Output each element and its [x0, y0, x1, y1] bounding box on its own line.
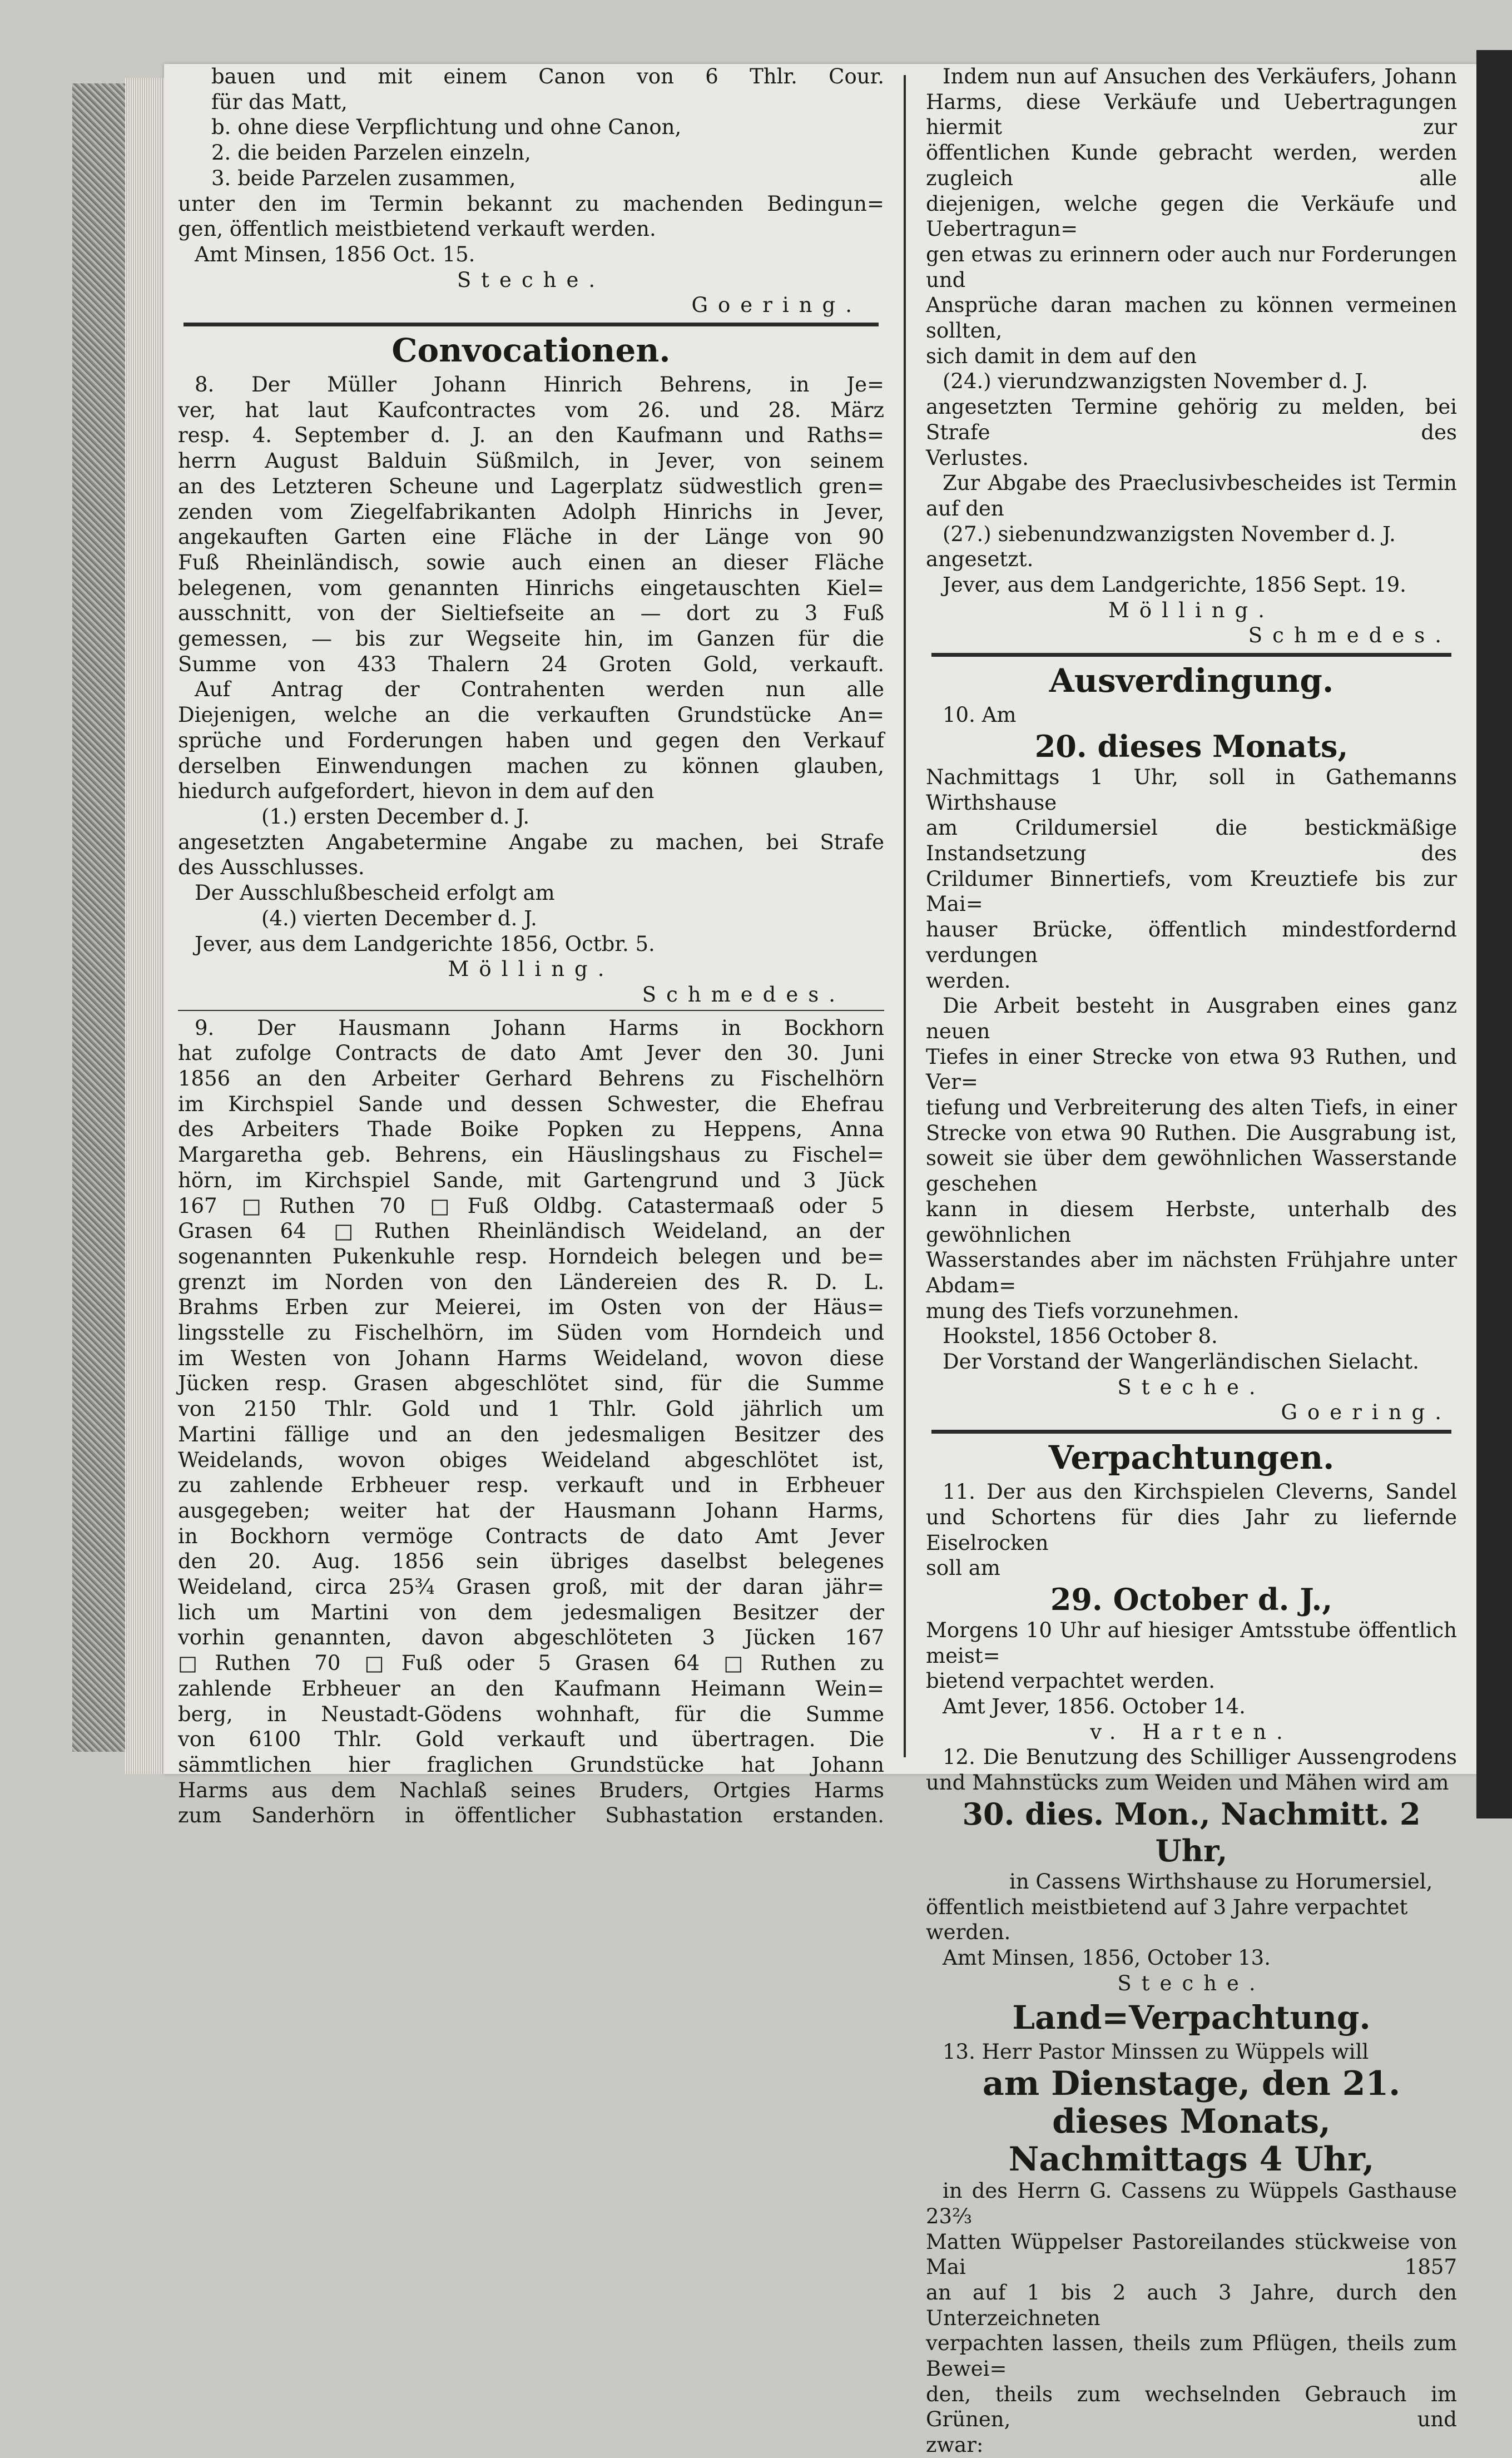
text-line: angesetzt.: [926, 547, 1034, 572]
text-line: 3. beide Parzelen zusammen,: [211, 166, 516, 190]
text-line: Matten Wüppelser Pastoreilandes stückweise von Mai 1857: [926, 2229, 1457, 2279]
text-line: hat zufolge Contracts de dato Amt Jever den 30. Juni: [178, 1041, 884, 1066]
text-line: von 6100 Thlr. Gold verkauft und übertragen. Die: [178, 1727, 884, 1752]
signature: Goering.: [691, 293, 862, 318]
text-line: in des Herrn G. Cassens zu Wüppels Gasthause 23⅔: [926, 2179, 1457, 2228]
signature: Mölling.: [1108, 598, 1275, 622]
text-line: Wasserstandes aber im nächsten Frühjahre unter Abdam=: [926, 1248, 1457, 1297]
highlight-date: am Dienstage, den 21. dieses Monats,: [982, 2064, 1401, 2142]
text-line: Harms aus dem Nachlaß seines Bruders, Ortgies Harms: [178, 1778, 884, 1802]
text-line: Zur Abgabe des Praeclusivbescheides ist Termin: [943, 471, 1457, 495]
text-line: des Ausschlusses.: [178, 855, 365, 880]
text-line: öffentlich meistbietend auf 3 Jahre verpachtet werden.: [926, 1895, 1408, 1945]
text-line: zahlende Erbheuer an den Kaufmann Heimann Wein=: [178, 1676, 884, 1701]
text-line: 11. Der aus den Kirchspielen Cleverns, Sandel: [943, 1480, 1457, 1504]
place-date: Amt Jever, 1856. October 14.: [943, 1694, 1246, 1719]
text-line: soll am: [926, 1556, 1000, 1580]
text-line: auf den: [926, 496, 1004, 521]
term-date: (1.) ersten December d. J.: [261, 804, 530, 829]
text-line: lingsstelle zu Fischelhörn, im Süden vom Horndeich und: [178, 1321, 884, 1345]
signature: Goering.: [1281, 1400, 1451, 1425]
text-line: 8. Der Müller Johann Hinrich Behrens, in Je=: [195, 373, 884, 397]
text-line: unter den im Termin bekannt zu machenden Bedingun=: [178, 191, 884, 216]
text-line: grenzt im Norden von den Ländereien des R. D. L.: [178, 1270, 884, 1294]
text-line: Martini fällige und an den jedesmaligen Besitzer des: [178, 1422, 884, 1446]
notice-11b: [926, 1618, 1457, 1694]
page-edges: [125, 78, 164, 1774]
text-line: zwar:: [926, 2433, 984, 2457]
text-line: zum Sanderhörn in öffentlicher Subhastation erstanden.: [178, 1803, 884, 1828]
text-line: hiedurch aufgefordert, hievon in dem auf den: [178, 779, 655, 804]
text-line: lich um Martini von dem jedesmaligen Besitzer der: [178, 1600, 884, 1624]
text-line: hauser Brücke, öffentlich mindestfordernd verdungen: [926, 918, 1457, 967]
text-line: Grasen 64 □Ruthen Rheinländisch Weideland, an der: [178, 1219, 884, 1243]
text-line: an des Letzteren Scheune und Lagerplatz südwestlich gren=: [178, 474, 884, 498]
text-line: gen etwas zu erinnern oder auch nur Forderungen und: [926, 242, 1457, 292]
text-line: hörn, im Kirchspiel Sande, mit Gartengrund und 3 Jück: [178, 1168, 884, 1192]
section-rule: [931, 1430, 1451, 1434]
section-heading: Convocationen.: [391, 331, 671, 370]
signature: Steche.: [457, 267, 606, 292]
text-line: gen, öffentlich meistbietend verkauft werden.: [178, 217, 656, 241]
text-line: Weidelands, wovon obiges Weideland abgeschlötet ist,: [178, 1448, 884, 1472]
text-line: b. ohne diese Verpflichtung und ohne Canon,: [211, 115, 682, 140]
text-line: bietend verpachtet werden.: [926, 1669, 1216, 1693]
text-line: Strecke von etwa 90 Ruthen. Die Ausgrabung ist,: [926, 1121, 1457, 1145]
text-line: gemessen, — bis zur Wegseite hin, im Ganzen für die: [178, 627, 884, 651]
right-column: [926, 64, 1457, 2458]
text-line: derselben Einwendungen machen zu können glauben,: [178, 754, 884, 778]
rule: [178, 1010, 884, 1011]
section-rule: [184, 323, 879, 326]
text-line: in Bockhorn vermöge Contracts de dato Amt Jever: [178, 1524, 884, 1548]
text-line: Morgens 10 Uhr auf hiesiger Amtsstube öffentlich meist=: [926, 1618, 1457, 1668]
text-line: berg, in Neustadt-Gödens wohnhaft, für die Summe: [178, 1702, 884, 1726]
section-heading: Verpachtungen.: [1048, 1439, 1335, 1477]
text-line: Der Ausschlußbescheid erfolgt am: [195, 881, 555, 905]
text-line: 10. Am: [943, 703, 1017, 727]
notice-13: [926, 2178, 1457, 2458]
text-line: Die Arbeit besteht in Ausgraben eines ganz neuen: [926, 994, 1457, 1043]
text-line: Der Vorstand der Wangerländischen Sielacht.: [943, 1350, 1419, 1374]
text-line: Nachmittags 1 Uhr, soll in Gathemanns Wirthshause: [926, 765, 1457, 815]
text-line: Weideland, circa 25¾ Grasen groß, mit der daran jähr=: [178, 1575, 884, 1599]
text-line: angekauften Garten eine Fläche in der Länge von 90: [178, 525, 884, 549]
text-line: Margaretha geb. Behrens, ein Häuslingshaus zu Fischel=: [178, 1143, 884, 1167]
text-line: ausgegeben; weiter hat der Hausmann Johann Harms,: [178, 1498, 884, 1523]
text-line: Indem nun auf Ansuchen des Verkäufers, Johann: [943, 65, 1457, 88]
text-line: ausschnitt, von der Sieltiefseite an — dort zu 3 Fuß: [178, 601, 884, 626]
text-line: sogenannten Pukenkuhle resp. Horndeich belegen und be=: [178, 1244, 884, 1268]
text-line: Tiefes in einer Strecke von etwa 93 Ruthen, und Ver=: [926, 1044, 1457, 1094]
text-line: ver, hat laut Kaufcontractes vom 26. und 28. März: [178, 398, 884, 422]
text-line: den 20. Aug. 1856 sein übriges daselbst belegenes: [178, 1549, 884, 1574]
text-line: mung des Tiefs vorzunehmen.: [926, 1299, 1240, 1323]
text-line: Diejenigen, welche an die verkauften Grundstücke An=: [178, 703, 884, 727]
text-line: in Cassens Wirthshause zu Horumersiel,: [1009, 1869, 1433, 1894]
place-date: Jever, aus dem Landgerichte, 1856 Sept. 19.: [943, 573, 1406, 597]
text-line: und Mahnstücks zum Weiden und Mähen wird am: [926, 1771, 1449, 1795]
notice-12: [926, 1745, 1457, 1795]
left-column: [178, 64, 884, 1828]
text-line: diejenigen, welche gegen die Verkäufe und Uebertragun=: [926, 191, 1457, 241]
highlight-date: 20. dieses Monats,: [1034, 728, 1349, 764]
text-line: Fuß Rheinländisch, sowie auch einen an dieser Fläche: [178, 550, 884, 574]
term-date: (4.) vierten December d. J.: [261, 906, 537, 930]
text-line: belegenen, vom genannten Hinrichs eingetauschten Kiel=: [178, 576, 884, 600]
section-heading: Ausverdingung.: [1049, 662, 1334, 700]
text-line: tiefung und Verbreiterung des alten Tiefs, in einer: [926, 1096, 1457, 1120]
signature: Steche.: [1117, 1971, 1266, 1995]
notice-8: [178, 372, 884, 804]
column-divider: [904, 75, 906, 1757]
place-date: Jever, aus dem Landgerichte 1856, Octbr. 5.: [195, 931, 655, 956]
text-line: Auf Antrag der Contrahenten werden nun alle: [195, 677, 884, 702]
notice-9: [178, 1015, 884, 1829]
text-line: soweit sie über dem gewöhnlichen Wasserstande geschehen: [926, 1146, 1457, 1196]
highlight-date: Nachmittags 4 Uhr,: [1008, 2140, 1375, 2179]
text-line: 1856 an den Arbeiter Gerhard Behrens zu Fischelhörn: [178, 1067, 884, 1091]
text-line: Summe von 433 Thalern 24 Groten Gold, verkauft.: [178, 652, 884, 676]
binding-shadow: [1476, 50, 1512, 1818]
text-line: an auf 1 bis 2 auch 3 Jahre, durch den Unterzeichneten: [926, 2280, 1457, 2330]
text-line: kann in diesem Herbste, unterhalb des gewöhnlichen: [926, 1197, 1457, 1247]
text-line: zu zahlende Erbheuer resp. verkauft und in Erbheuer: [178, 1473, 884, 1498]
signature: v. Harten.: [1090, 1719, 1293, 1744]
text-line: Brahms Erben zur Meierei, im Osten von der Häus=: [178, 1295, 884, 1320]
section-heading: Land=Verpachtung.: [1012, 1999, 1371, 2037]
highlight-date: 29. October d. J.,: [1050, 1581, 1333, 1617]
text-line: Harms, diese Verkäufe und Uebertragungen hiermit zur: [926, 90, 1457, 140]
text-line: sämmtlichen hier fraglichen Grundstücke hat Johann: [178, 1753, 884, 1777]
text-line: resp. 4. September d. J. an den Kaufmann und Raths=: [178, 423, 884, 448]
term-date: (24.) vierundzwanzigsten November d. J.: [943, 369, 1369, 394]
text-line: 12. Die Benutzung des Schilliger Aussengrodens: [943, 1745, 1457, 1770]
text-line: und Schortens für dies Jahr zu liefernde Eiselrocken: [926, 1505, 1457, 1555]
place-date: Hookstel, 1856 October 8.: [943, 1324, 1218, 1349]
text-line: □Ruthen 70 □Fuß oder 5 Grasen 64 □Ruthen zu: [178, 1651, 884, 1676]
text-line: für das Matt,: [211, 90, 348, 114]
text-line: zenden vom Ziegelfabrikanten Adolph Hinrichs in Jever,: [178, 499, 884, 524]
term-date: (27.) siebenundzwanzigsten November d. J.: [943, 522, 1396, 546]
signature: Steche.: [1117, 1375, 1266, 1399]
text-line: Crildumer Binnertiefs, vom Kreuztiefe bis zur Mai=: [926, 866, 1457, 916]
text-line: im Kirchspiel Sande und dessen Schwester, die Ehefrau: [178, 1092, 884, 1116]
text-line: 13. Herr Pastor Minssen zu Wüppels will: [943, 2040, 1369, 2064]
text-line: angesetzten Termine gehörig zu melden, bei Strafe des: [926, 395, 1457, 444]
text-line: sich damit in dem auf den: [926, 344, 1197, 368]
place-date: Amt Minsen, 1856, October 13.: [943, 1946, 1271, 1970]
highlight-date: 30. dies. Mon., Nachmitt. 2 Uhr,: [962, 1796, 1421, 1869]
text-line: sprüche und Forderungen haben und gegen den Verkauf: [178, 728, 884, 752]
text-line: vorhin genannten, davon abgeschlöteten 3 Jücken 167: [178, 1626, 884, 1650]
signature: Schmedes.: [642, 982, 845, 1007]
place-date: Amt Minsen, 1856 Oct. 15.: [195, 242, 475, 266]
text-line: öffentlichen Kunde gebracht werden, werden zugleich alle: [926, 141, 1457, 190]
section-rule: [931, 653, 1451, 657]
signature: Mölling.: [448, 957, 614, 982]
text-line: des Arbeiters Thade Boike Popken zu Heppens, Anna: [178, 1117, 884, 1142]
text-line: herrn August Balduin Süßmilch, in Jever, von seinem: [178, 449, 884, 473]
notice-11: [926, 1479, 1457, 1581]
text-line: Ansprüche daran machen zu können vermeinen sollten,: [926, 293, 1457, 343]
signature: Schmedes.: [1248, 623, 1451, 648]
text-line: von 2150 Thlr. Gold und 1 Thlr. Gold jährlich um: [178, 1397, 884, 1421]
notice-10: [926, 765, 1457, 1324]
text-line: 167 □Ruthen 70 □Fuß Oldbg. Catastermaaß oder 5: [178, 1193, 884, 1218]
text-line: werden.: [926, 968, 1011, 993]
text-line: im Westen von Johann Harms Weideland, wovon diese: [178, 1346, 884, 1370]
text-line: Verlustes.: [926, 445, 1029, 470]
text-line: verpachten lassen, theils zum Pflügen, theils zum Bewei=: [926, 2331, 1457, 2381]
text-line: 9. Der Hausmann Johann Harms in Bockhorn: [195, 1015, 884, 1040]
text-line: den, theils zum wechselnden Gebrauch im Grünen, und: [926, 2382, 1457, 2432]
text-line: Jücken resp. Grasen abgeschlötet sind, für die Summe: [178, 1371, 884, 1396]
text-line: bauen und mit einem Canon von 6 Thlr. Cour.: [211, 65, 884, 88]
notice-9-continued: [926, 64, 1457, 369]
text-line: am Crildumersiel die bestickmäßige Instandsetzung des: [926, 816, 1457, 865]
book-spine: [72, 83, 127, 1752]
text-line: angesetzten Angabetermine Angabe zu machen, bei Strafe: [178, 830, 884, 854]
text-line: 2. die beiden Parzelen einzeln,: [211, 141, 531, 165]
